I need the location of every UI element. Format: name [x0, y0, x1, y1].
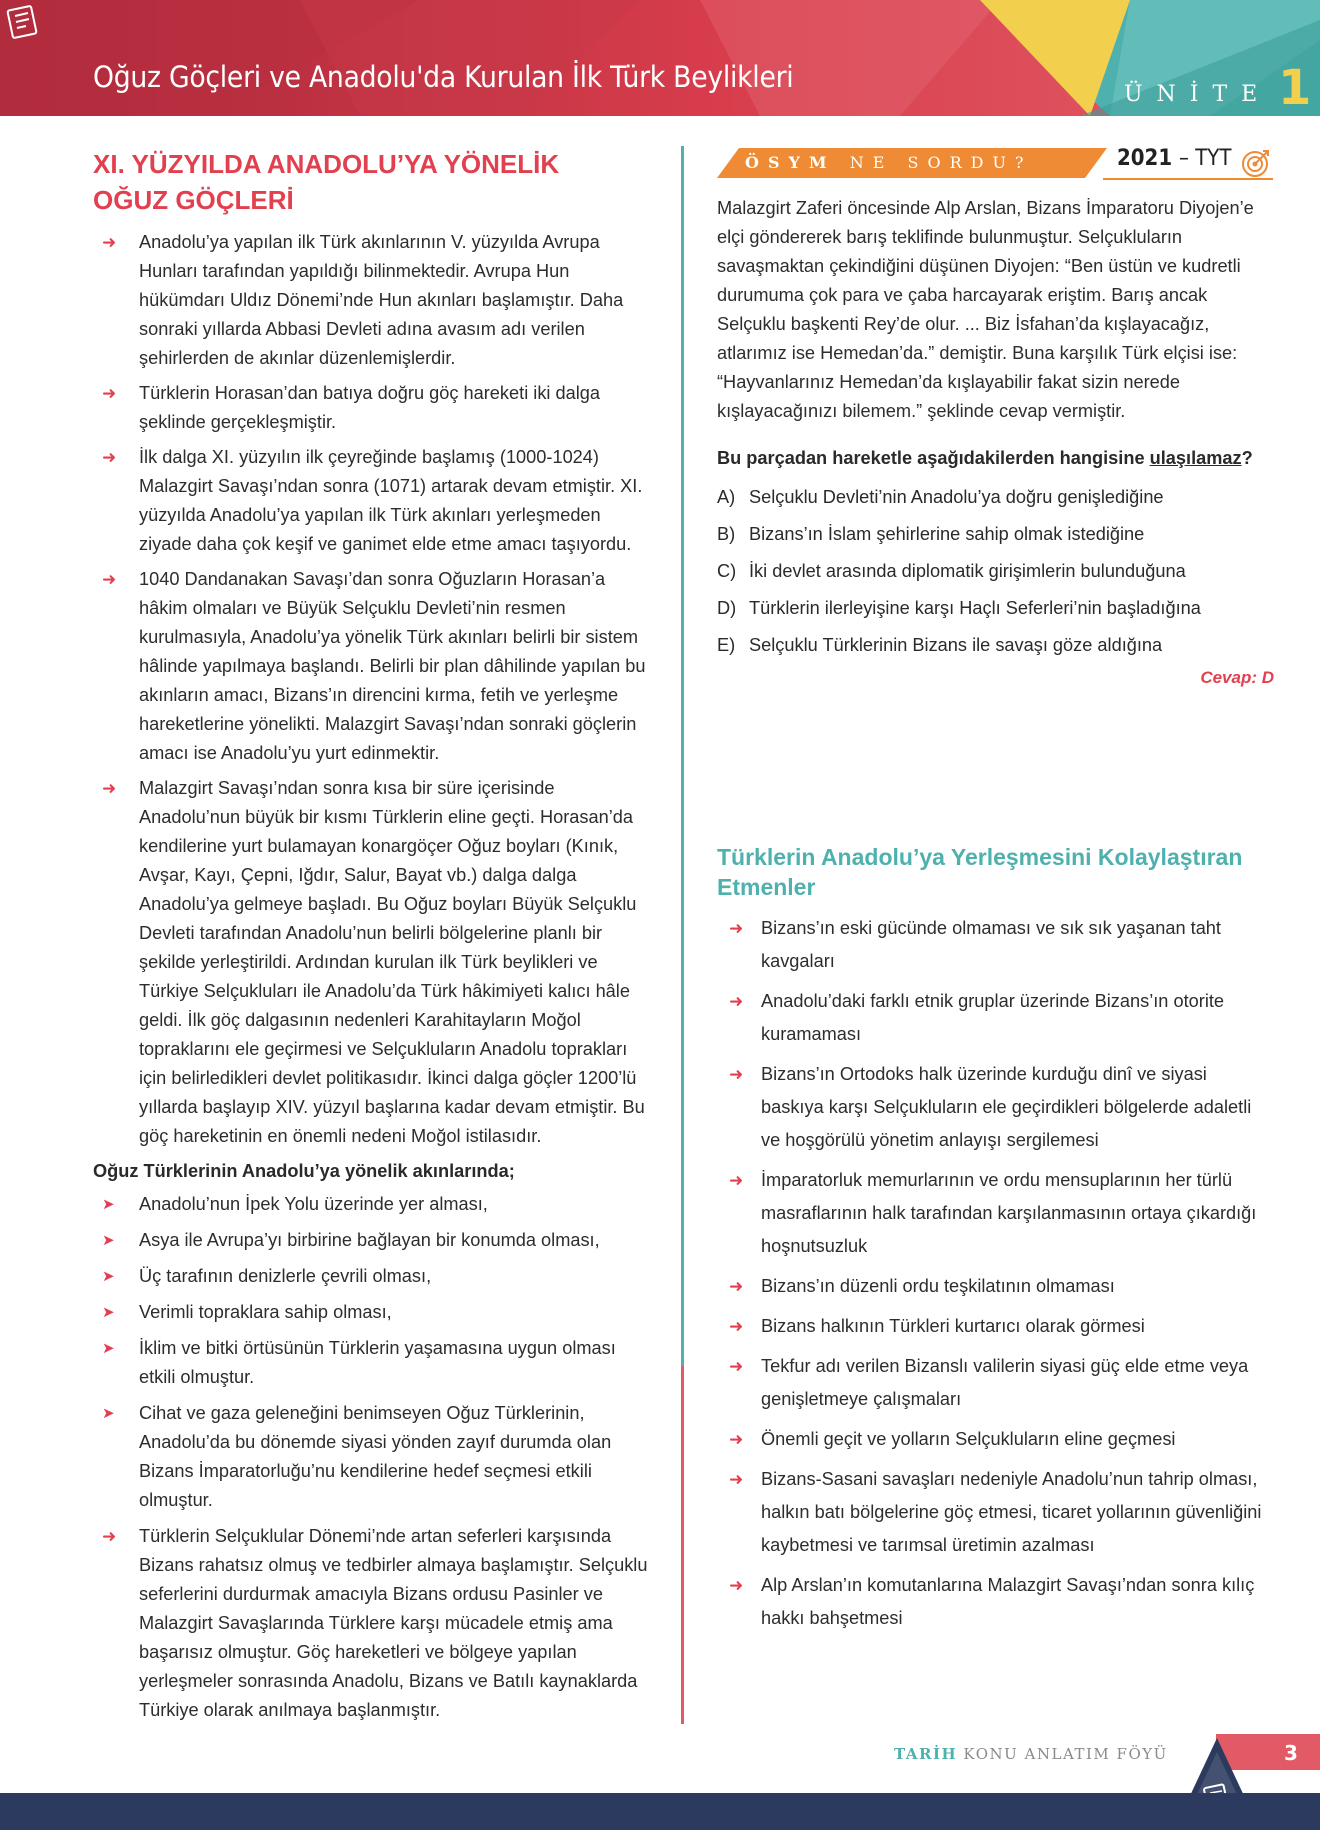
header-title: Oğuz Göçleri ve Anadolu'da Kurulan İlk Türk Beylikleri: [93, 60, 794, 94]
chevron-right-icon: ➤: [102, 1340, 115, 1357]
list-item-text: Anadolu’ya yapılan ilk Türk akınlarının V. yüzyılda Avrupa Hunları tarafından yapıldığı bilinmektedir. Avrupa Hun hükümdarı Uldız Dönemi’nde Hun akınları başlamıştır. Daha sonraki yıllarda Abbasi Devleti adına avasım adı verilen şehirlerden de akınlar düzenlemişlerdir.: [139, 232, 624, 368]
byzantium-bullet-list: [93, 1522, 653, 1725]
list-item: [93, 1334, 653, 1392]
factors-title: [717, 842, 1274, 902]
list-item: [717, 1310, 1274, 1343]
osym-underline: [1103, 178, 1273, 180]
osym-label-rest: NE SORDU?: [849, 153, 1033, 172]
option-text: Bizans’ın İslam şehirlerine sahip olmak istediğine: [749, 524, 1145, 544]
option-d: [717, 594, 1274, 623]
list-item: [717, 1569, 1274, 1635]
list-item: [93, 1226, 653, 1255]
list-item: [93, 1522, 653, 1725]
exam-year: [1117, 146, 1231, 171]
question-keyword: ulaşılamaz: [1149, 448, 1242, 468]
arrow-icon: ➜: [102, 1527, 117, 1546]
list-item-text: Asya ile Avrupa’yı birbirine bağlayan bir konumda olması,: [139, 1230, 600, 1250]
list-item: [93, 565, 653, 768]
question-text-end: ?: [1241, 448, 1253, 468]
option-e: [717, 631, 1274, 660]
arrow-icon: ➜: [729, 992, 744, 1011]
list-item-text: İklim ve bitki örtüsünün Türklerin yaşamasına uygun olması etkili olmuştur.: [139, 1338, 616, 1387]
factors-title-line2: Etmenler: [717, 874, 816, 900]
list-item-text: Alp Arslan’ın komutanlarına Malazgirt Savaşı’ndan sonra kılıç hakkı bahşetmesi: [761, 1575, 1255, 1628]
page-number: 3: [1284, 1741, 1298, 1765]
arrow-icon: ➜: [729, 1357, 744, 1376]
list-item-text: Anadolu’daki farklı etnik gruplar üzerinde Bizans’ın otorite kuramaması: [761, 991, 1225, 1044]
option-letter: C): [717, 561, 737, 581]
arrow-icon: ➜: [729, 1470, 744, 1489]
footer-bar: [0, 1793, 1320, 1830]
target-icon: [1241, 148, 1271, 178]
list-item-text: Anadolu’nun İpek Yolu üzerinde yer alması,: [139, 1194, 488, 1214]
migration-bullet-list: [93, 228, 653, 1151]
section-title-line1: XI. YÜZYILDA ANADOLU’YA YÖNELİK: [93, 149, 560, 179]
list-item-text: İlk dalga XI. yüzyılın ilk çeyreğinde başlamış (1000-1024) Malazgirt Savaşı’ndan sonra (1071) artarak devam etmiştir. XI. yüzyılda Anadolu’ya yapılan ilk Türk akınları yerleşmeden ziyade daha çok keşif ve ganimet elde etme amacı taşıyordu.: [139, 447, 643, 554]
question-text: [717, 444, 1274, 473]
list-item-text: Üç tarafının denizlerle çevrili olması,: [139, 1266, 432, 1286]
exam-year-number: 2021: [1117, 146, 1173, 171]
list-item: [717, 1350, 1274, 1416]
list-item: [93, 1190, 653, 1219]
right-column: [717, 146, 1274, 1642]
unit-number: 1: [1278, 60, 1312, 116]
list-item-text: Cihat ve gaza geleneğini benimseyen Oğuz Türklerinin, Anadolu’da bu dönemde siyasi yönden zayıf durumda olan Bizans İmparatorluğu’nu kendilerine hedef seçmesi etkili olmuştur.: [139, 1403, 612, 1510]
list-item: [93, 443, 653, 559]
list-item-text: Türklerin Horasan’dan batıya doğru göç hareketi iki dalga şeklinde gerçekleşmiştir.: [139, 383, 601, 432]
list-item: [93, 1298, 653, 1327]
list-item-text: Bizans’ın düzenli ordu teşkilatının olmaması: [761, 1276, 1115, 1296]
header-background: [0, 0, 1320, 116]
list-item-text: Bizans’ın eski gücünde olmaması ve sık sık yaşanan taht kavgaları: [761, 918, 1221, 971]
factors-list: [717, 912, 1274, 1635]
answer-options: [717, 483, 1274, 660]
chevron-right-icon: ➤: [102, 1232, 115, 1249]
notebook-icon: [0, 0, 44, 44]
arrow-icon: ➜: [102, 448, 117, 467]
osym-label-bold: ÖSYM: [745, 153, 836, 172]
option-letter: B): [717, 524, 736, 544]
option-text: Türklerin ilerleyişine karşı Haçlı Seferleri’nin başladığına: [749, 598, 1201, 618]
arrow-icon: ➜: [729, 1065, 744, 1084]
list-item: [717, 1423, 1274, 1456]
arrow-icon: ➜: [729, 919, 744, 938]
chevron-right-icon: ➤: [102, 1196, 115, 1213]
option-text: Selçuklu Devleti’nin Anadolu’ya doğru genişlediğine: [749, 487, 1164, 507]
list-item: [93, 1399, 653, 1515]
list-item-text: Malazgirt Savaşı’ndan sonra kısa bir süre içerisinde Anadolu’nun büyük bir kısmı Türklerin eline geçti. Horasan’da kendilerine yurt bulamayan konargöçer Oğuz boyları (Kınık, Avşar, Kayı, Çepni, Iğdır, Salur, Bayat vb.) dalga dalga Anadolu’ya gelmeye başladı. Bu Oğuz boyları Büyük Selçuklu Devleti tarafından Anadolu’nun belirli bölgelerine planlı bir şekilde yerleştirildi. Ardından kurulan ilk Türk beylikleri ve Türkiye Selçukluları ile Anadolu’da Türk hâkimiyeti kalıcı hâle geldi. İlk göç dalgasının nedenleri Karahitayların Moğol topraklarını ele geçirmesi ve Selçukluların Anadolu toprakları için belirledikleri devlet politikasıdır. İkinci dalga göçler 1200’lü yıllarda başlayıp XIV. yüzyıl başlarına kadar devam etmiştir. Bu göç hareketinin en önemli nedeni Moğol istilasıdır.: [139, 778, 645, 1146]
column-divider: [681, 146, 684, 1724]
footer-subject: TARİH: [894, 1745, 958, 1763]
list-item-text: Önemli geçit ve yolların Selçukluların eline geçmesi: [761, 1429, 1176, 1449]
list-item-text: Bizans’ın Ortodoks halk üzerinde kurduğu dinî ve siyasi baskıya karşı Selçukluların ele geçirdikleri bölgelerde adaletli ve hoşgörülü yönetim anlayışı sergilemesi: [761, 1064, 1252, 1150]
option-letter: A): [717, 487, 736, 507]
list-item-text: Türklerin Selçuklular Dönemi’nde artan seferleri karşısında Bizans rahatsız olmuş ve tedbirler almaya başlamıştır. Selçuklu seferlerini durdurmak amacıyla Bizans ordusu Pasinler ve Malazgirt Savaşlarında Türklere karşı mücadele etmiş ama başarısız olmuştur. Göç hareketleri ve bölgeye yapılan yerleşmeler sonrasında Anadolu, Bizans ve Batılı kaynaklarda Türkiye olarak anılmaya başlanmıştır.: [139, 1526, 648, 1720]
list-item: [717, 1058, 1274, 1157]
section-title: [93, 146, 653, 218]
option-letter: E): [717, 635, 736, 655]
footer-label: [894, 1745, 1168, 1763]
unit-label: ÜNİTE: [1124, 82, 1272, 107]
list-item-text: Verimli topraklara sahip olması,: [139, 1302, 392, 1322]
arrow-icon: ➜: [729, 1317, 744, 1336]
option-text: İki devlet arasında diplomatik girişimlerin bulunduğuna: [749, 561, 1186, 581]
page-header: [0, 0, 1320, 116]
arrow-icon: ➜: [729, 1277, 744, 1296]
exam-name: – TYT: [1179, 146, 1232, 171]
list-item: [717, 985, 1274, 1051]
chevron-right-icon: ➤: [102, 1405, 115, 1422]
list-item-text: Tekfur adı verilen Bizanslı valilerin siyasi güç elde etme veya genişletmeye çalışmaları: [761, 1356, 1249, 1409]
arrow-icon: ➜: [102, 384, 117, 403]
list-item-text: Bizans-Sasani savaşları nedeniyle Anadolu’nun tahrip olması, halkın batı bölgelerine göç etmesi, ticaret yollarının güvenliğini kaybetmesi ve tarımsal üretimin azalması: [761, 1469, 1262, 1555]
reasons-heading: Oğuz Türklerinin Anadolu’ya yönelik akınlarında;: [93, 1161, 515, 1181]
list-item: [93, 774, 653, 1151]
option-text: Selçuklu Türklerinin Bizans ile savaşı göze aldığına: [749, 635, 1163, 655]
list-item: [717, 1270, 1274, 1303]
arrow-icon: ➜: [729, 1171, 744, 1190]
question-text-start: Bu parçadan hareketle aşağıdakilerden hangisine: [717, 448, 1150, 468]
footer-booklet-name: KONU ANLATIM FÖYÜ: [963, 1745, 1168, 1763]
option-a: [717, 483, 1274, 512]
list-item-text: Bizans halkının Türkleri kurtarıcı olarak görmesi: [761, 1316, 1145, 1336]
arrow-icon: ➜: [729, 1576, 744, 1595]
option-letter: D): [717, 598, 737, 618]
factors-title-line1: Türklerin Anadolu’ya Yerleşmesini Kolaylaştıran: [717, 844, 1243, 870]
list-item: [93, 379, 653, 437]
arrow-icon: ➜: [102, 779, 117, 798]
list-item: [717, 1463, 1274, 1562]
list-item: [93, 228, 653, 373]
arrow-icon: ➜: [102, 233, 117, 252]
question-passage: Malazgirt Zaferi öncesinde Alp Arslan, Bizans İmparatoru Diyojen’e elçi göndererek barış teklifinde bulunmuştur. Selçukluların savaşmaktan çekindiğini düşünen Diyojen: “Ben üstün ve kudretli durumuma çok para ve çaba harcayarak eriştim. Barış ancak Selçuklu başkenti Rey’de olur. ... Biz İsfahan’da kışlayacağız, atlarımız ise Hemedan’da.” demiştir. Buna karşılık Türk elçisi ise: “Hayvanlarınız Hemedan’da kışlayabilir fakat sizin nerede kışlayacağınızı bilemem.” şeklinde cevap vermiştir.: [717, 198, 1254, 421]
chevron-right-icon: ➤: [102, 1268, 115, 1285]
reasons-list: [93, 1190, 653, 1515]
list-item-text: 1040 Dandanakan Savaşı’dan sonra Oğuzların Horasan’a hâkim olmaları ve Büyük Selçuklu Devleti’nin resmen kurulmasıyla, Anadolu’ya yönelik Türk akınları belirli bir sistem hâlinde yapılmaya başlandı. Belirli bir plan dâhilinde yapılan bu akınların amacı, Bizans’ın direncini kırma, fetih ve yerleşme hareketlerine yönelikti. Malazgirt Savaşı’ndan sonraki göçlerin amacı ise Anadolu’yu yurt edinmektir.: [139, 569, 646, 763]
arrow-icon: ➜: [102, 570, 117, 589]
chevron-right-icon: ➤: [102, 1304, 115, 1321]
option-c: [717, 557, 1274, 586]
left-column: [93, 146, 653, 1731]
list-item: [717, 1164, 1274, 1263]
list-item-text: İmparatorluk memurlarının ve ordu mensuplarının her türlü masraflarının halk tarafından karşılanmasının ortaya çıkardığı hoşnutsuzluk: [761, 1170, 1257, 1256]
list-item: [717, 912, 1274, 978]
list-item: [93, 1262, 653, 1291]
option-b: [717, 520, 1274, 549]
osym-banner: [717, 146, 1274, 180]
answer-key: Cevap: D: [1200, 668, 1274, 687]
section-title-line2: OĞUZ GÖÇLERİ: [93, 185, 294, 215]
osym-label: [717, 148, 1107, 178]
arrow-icon: ➜: [729, 1430, 744, 1449]
